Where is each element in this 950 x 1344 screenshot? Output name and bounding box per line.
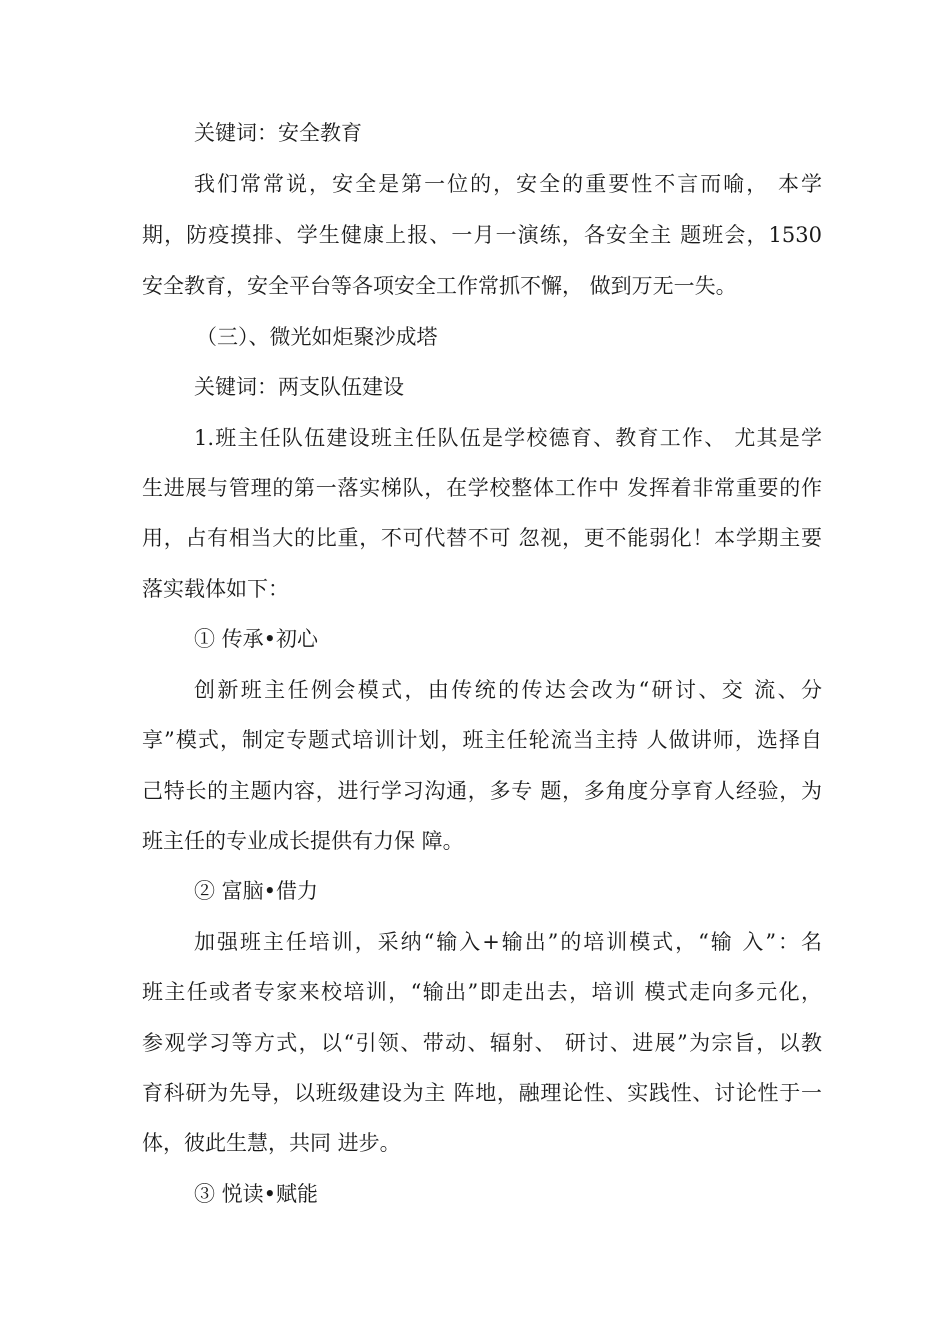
paragraph-teachers-line-2: 生进展与管理的第一落实梯队，在学校整体工作中 发挥着非常重要的作 — [142, 476, 822, 500]
paragraph-teachers-line-1: 1.班主任队伍建设班主任队伍是学校德育、教育工作、 尤其是学 — [194, 426, 822, 450]
paragraph-meeting-line-3: 己特长的主题内容，进行学习沟通，多专 题，多角度分享育人经验，为 — [142, 779, 822, 803]
keyword-line-teams: 关键词：两支队伍建设 — [194, 375, 404, 399]
paragraph-training-line-5: 体，彼此生慧，共同 进步。 — [142, 1131, 401, 1155]
subheading-2: ② 富脑•借力 — [194, 879, 319, 903]
paragraph-training-line-3: 参观学习等方式，以“引领、带动、辐射、 研讨、进展”为宗旨，以教 — [142, 1031, 822, 1055]
paragraph-meeting-line-2: 享”模式，制定专题式培训计划，班主任轮流当主持 人做讲师，选择自 — [142, 728, 822, 752]
paragraph-safety-line-1: 我们常常说，安全是第一位的，安全的重要性不言而喻， 本学 — [194, 172, 822, 196]
paragraph-meeting-line-1: 创新班主任例会模式，由传统的传达会改为“研讨、交 流、分 — [194, 678, 822, 702]
paragraph-teachers-line-4: 落实载体如下： — [142, 577, 289, 601]
paragraph-safety-line-2: 期，防疫摸排、学生健康上报、一月一演练，各安全主 题班会，1530 — [142, 223, 822, 247]
section-heading-3: （三）、微光如炬聚沙成塔 — [196, 325, 438, 349]
keyword-line-safety: 关键词：安全教育 — [194, 121, 362, 145]
paragraph-training-line-4: 育科研为先导，以班级建设为主 阵地，融理论性、实践性、讨论性于一 — [142, 1081, 822, 1105]
paragraph-training-line-1: 加强班主任培训，采纳“输入+输出”的培训模式，“输 入”：名 — [194, 930, 822, 954]
paragraph-training-line-2: 班主任或者专家来校培训，“输出”即走出去，培训 模式走向多元化， — [142, 980, 822, 1004]
paragraph-safety-line-3: 安全教育，安全平台等各项安全工作常抓不懈， 做到万无一失。 — [142, 274, 737, 298]
paragraph-teachers-line-3: 用，占有相当大的比重，不可代替不可 忽视，更不能弱化！本学期主要 — [142, 526, 822, 550]
paragraph-meeting-line-4: 班主任的专业成长提供有力保 障。 — [142, 829, 464, 853]
subheading-3: ③ 悦读•赋能 — [194, 1182, 319, 1206]
subheading-1: ① 传承•初心 — [194, 627, 319, 651]
